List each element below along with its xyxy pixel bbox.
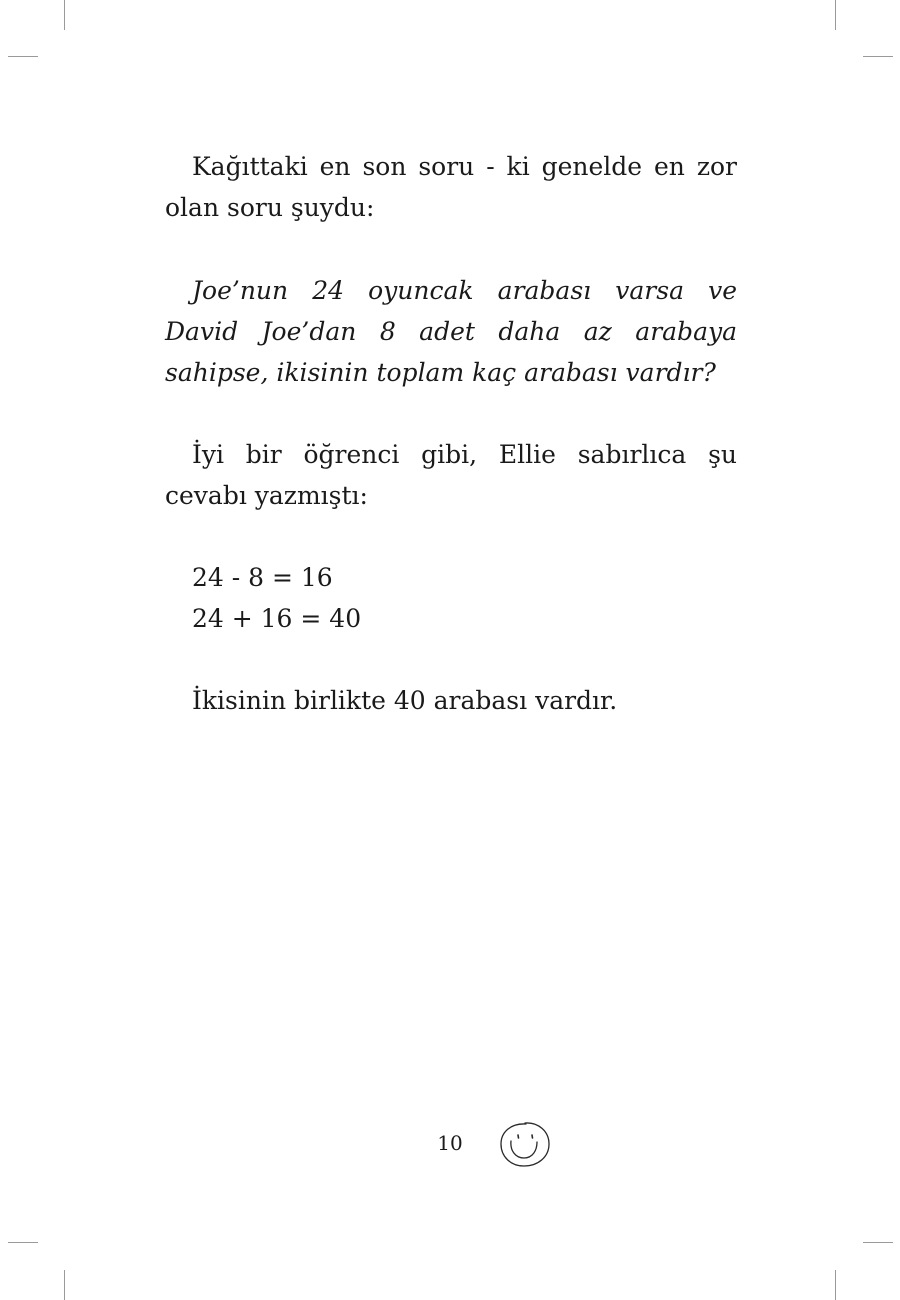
equation-line-1: 24 - 8 = 16 (192, 563, 333, 592)
paragraph-question-intro: Kağıttaki en son soru - ki genelde en zor olan soru şuydu: (165, 152, 737, 222)
crop-mark-bottom-right-horizontal (863, 1242, 893, 1243)
crop-mark-top-right-vertical (835, 0, 836, 30)
paragraph-conclusion: İkisinin birlikte 40 arabası vardır. (192, 686, 618, 715)
crop-mark-top-right-horizontal (863, 56, 893, 57)
crop-mark-top-left-vertical (64, 0, 65, 30)
crop-mark-top-left-horizontal (8, 56, 38, 57)
crop-mark-bottom-right-vertical (835, 1270, 836, 1300)
crop-mark-bottom-left-horizontal (8, 1242, 38, 1243)
smiley-icon (498, 1120, 552, 1168)
paragraph-answer-intro: İyi bir öğrenci gibi, Ellie sabırlıca şu cevabı yazmıştı: (165, 440, 737, 510)
equation-line-2: 24 + 16 = 40 (192, 604, 362, 633)
crop-mark-bottom-left-vertical (64, 1270, 65, 1300)
page-number: 10 (437, 1131, 463, 1155)
paragraph-question: Joe’nun 24 oyuncak arabası varsa ve David Joe’dan 8 adet daha az arabaya sahipse, ikisinin toplam kaç arabası vardır? (165, 276, 737, 387)
